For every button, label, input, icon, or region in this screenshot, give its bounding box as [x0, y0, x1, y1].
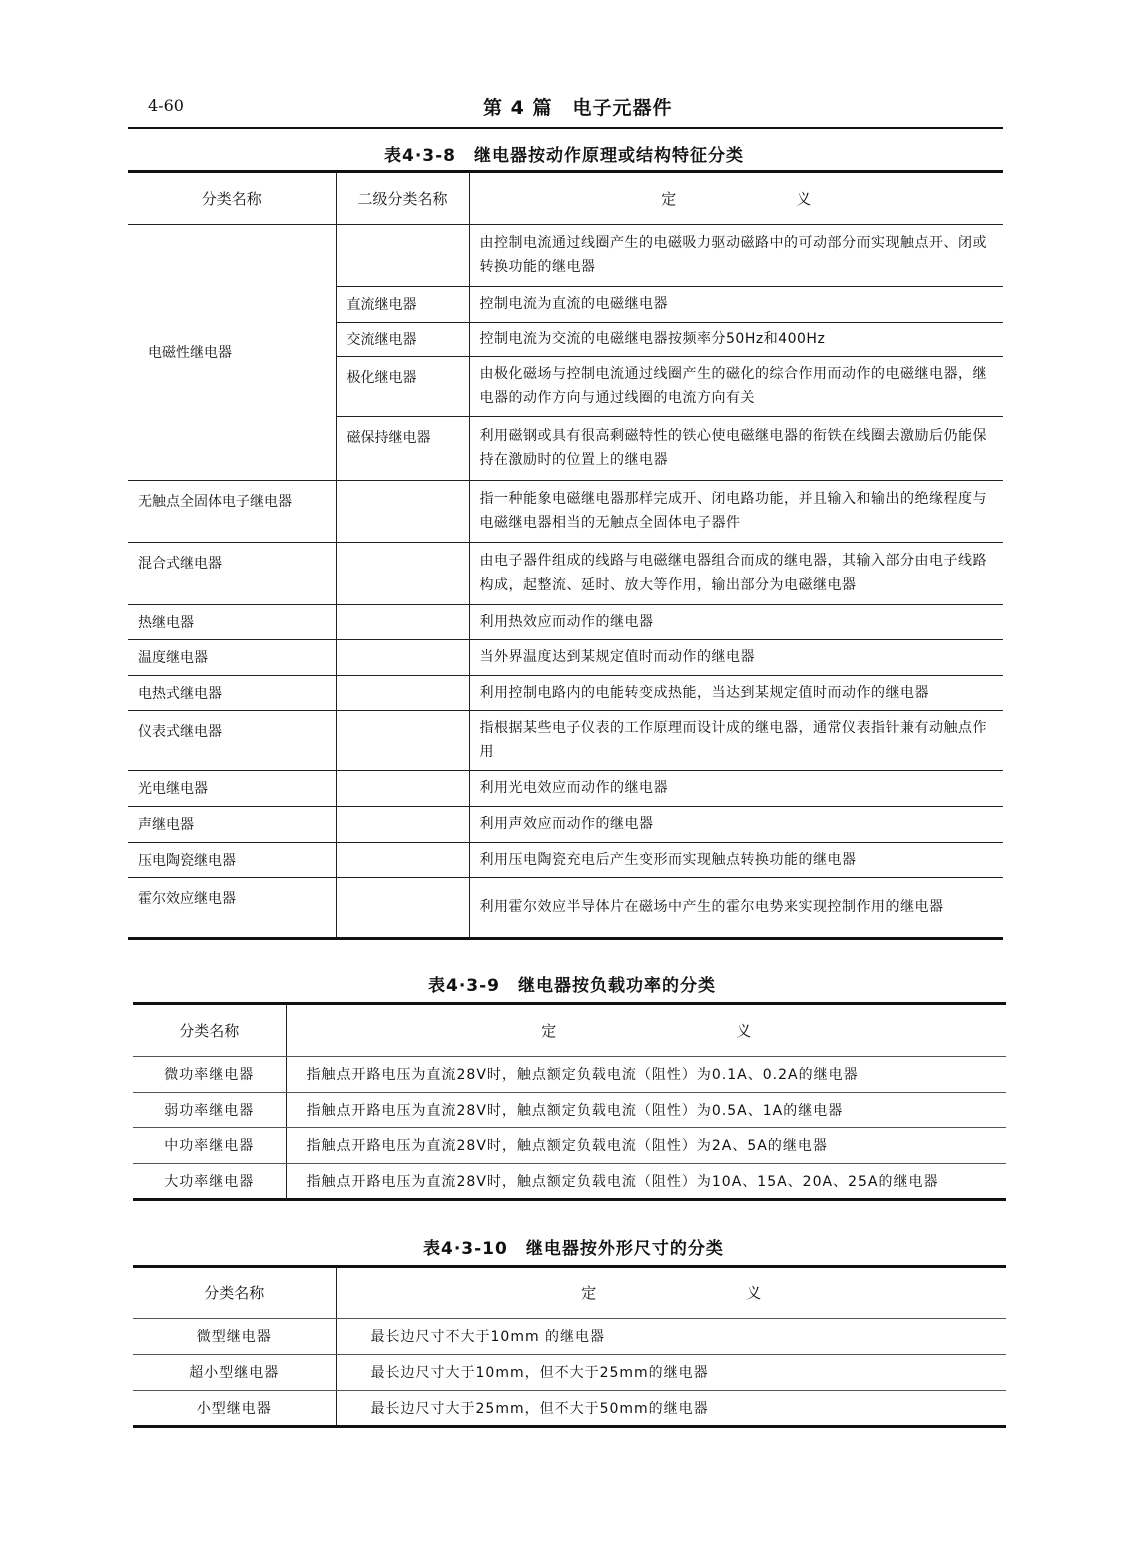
- category-cell: 微型继电器: [133, 1318, 336, 1354]
- definition-cell: 最长边尺寸大于10mm，但不大于25mm的继电器: [336, 1354, 1006, 1390]
- table-3-caption: 表4·3-10 继电器按外形尺寸的分类: [423, 1239, 724, 1259]
- definition-cell: 控制电流为交流的电磁继电器按频率分50Hz和400Hz: [469, 322, 1003, 356]
- category-cell: 声继电器: [128, 806, 336, 842]
- column-header: 二级分类名称: [336, 173, 469, 224]
- table-3: [133, 1268, 1006, 1428]
- table-row: [128, 224, 1003, 286]
- definition-cell: 指触点开路电压为直流28V时，触点额定负载电流（阻性）为2A、5A的继电器: [286, 1127, 1006, 1163]
- definition-cell: 利用光电效应而动作的继电器: [469, 770, 1003, 806]
- table-2-header-row: [133, 1005, 1006, 1056]
- table-3-header-row: [133, 1268, 1006, 1318]
- category-cell: 电热式继电器: [128, 675, 336, 710]
- subcategory-cell: [336, 675, 469, 710]
- page-number: 4-60: [148, 96, 184, 115]
- subcategory-cell: 磁保持继电器: [336, 416, 469, 480]
- category-cell: 热继电器: [128, 604, 336, 639]
- subcategory-cell: [336, 770, 469, 806]
- definition-cell: 由控制电流通过线圈产生的电磁吸力驱动磁路中的可动部分而实现触点开、闭或转换功能的继电器: [469, 224, 1003, 286]
- table-row: [128, 710, 1003, 770]
- definition-cell: 利用热效应而动作的继电器: [469, 604, 1003, 639]
- category-cell: 霍尔效应继电器: [128, 877, 336, 938]
- definition-cell: 利用霍尔效应半导体片在磁场中产生的霍尔电势来实现控制作用的继电器: [469, 877, 1003, 938]
- table-row: [128, 675, 1003, 710]
- category-cell: 大功率继电器: [133, 1163, 286, 1199]
- table-row: [133, 1390, 1006, 1426]
- table-1-caption: 表4·3-8 继电器按动作原理或结构特征分类: [384, 146, 744, 166]
- definition-cell: 指一种能象电磁继电器那样完成开、闭电路功能，并且输入和输出的绝缘程度与电磁继电器相当的无触点全固体电子器件: [469, 480, 1003, 542]
- category-cell: 无触点全固体电子继电器: [128, 480, 336, 542]
- definition-cell: 当外界温度达到某规定值时而动作的继电器: [469, 639, 1003, 675]
- table-row: [128, 480, 1003, 542]
- subcategory-cell: [336, 877, 469, 938]
- subcategory-cell: [336, 480, 469, 542]
- category-cell: 光电继电器: [128, 770, 336, 806]
- column-header: 分类名称: [128, 173, 336, 224]
- column-header: 定 义: [469, 173, 1003, 224]
- subcategory-cell: [336, 224, 469, 286]
- definition-cell: 由极化磁场与控制电流通过线圈产生的磁化的综合作用而动作的电磁继电器，继电器的动作方向与通过线圈的电流方向有关: [469, 356, 1003, 416]
- table-1: [128, 173, 1003, 940]
- subcategory-cell: [336, 842, 469, 877]
- definition-cell: 利用控制电路内的电能转变成热能，当达到某规定值时而动作的继电器: [469, 675, 1003, 710]
- table-row: [128, 877, 1003, 938]
- subcategory-cell: [336, 639, 469, 675]
- column-header: 分类名称: [133, 1268, 336, 1318]
- category-cell: 温度继电器: [128, 639, 336, 675]
- category-cell: 电磁性继电器: [128, 224, 336, 480]
- header-rule: [128, 127, 1003, 129]
- definition-cell: 指触点开路电压为直流28V时，触点额定负载电流（阻性）为0.5A、1A的继电器: [286, 1092, 1006, 1127]
- category-cell: 小型继电器: [133, 1390, 336, 1426]
- subcategory-cell: 交流继电器: [336, 322, 469, 356]
- table-2-caption: 表4·3-9 继电器按负载功率的分类: [428, 976, 716, 996]
- subcategory-cell: [336, 710, 469, 770]
- category-cell: 弱功率继电器: [133, 1092, 286, 1127]
- subcategory-cell: 直流继电器: [336, 286, 469, 322]
- category-cell: 中功率继电器: [133, 1127, 286, 1163]
- definition-cell: 指根据某些电子仪表的工作原理而设计成的继电器，通常仪表指针兼有动触点作用: [469, 710, 1003, 770]
- subcategory-cell: 极化继电器: [336, 356, 469, 416]
- definition-cell: 利用压电陶瓷充电后产生变形而实现触点转换功能的继电器: [469, 842, 1003, 877]
- table-1-header-row: [128, 173, 1003, 224]
- table-row: [133, 1127, 1006, 1163]
- subcategory-cell: [336, 806, 469, 842]
- category-cell: 微功率继电器: [133, 1056, 286, 1092]
- table-row: [133, 1056, 1006, 1092]
- table-row: [128, 542, 1003, 604]
- table-row: [128, 806, 1003, 842]
- definition-cell: 控制电流为直流的电磁继电器: [469, 286, 1003, 322]
- category-cell: 超小型继电器: [133, 1354, 336, 1390]
- column-header: 定 义: [286, 1005, 1006, 1056]
- definition-cell: 指触点开路电压为直流28V时，触点额定负载电流（阻性）为0.1A、0.2A的继电器: [286, 1056, 1006, 1092]
- definition-cell: 指触点开路电压为直流28V时，触点额定负载电流（阻性）为10A、15A、20A、25A的继电器: [286, 1163, 1006, 1199]
- table-row: [128, 639, 1003, 675]
- subcategory-cell: [336, 542, 469, 604]
- column-header: 定 义: [336, 1268, 1006, 1318]
- definition-cell: 最长边尺寸不大于10mm 的继电器: [336, 1318, 1006, 1354]
- table-2: [133, 1005, 1006, 1201]
- category-cell: 混合式继电器: [128, 542, 336, 604]
- table-row: [133, 1318, 1006, 1354]
- table-row: [128, 842, 1003, 877]
- column-header: 分类名称: [133, 1005, 286, 1056]
- table-row: [133, 1092, 1006, 1127]
- definition-cell: 由电子器件组成的线路与电磁继电器组合而成的继电器，其输入部分由电子线路构成，起整流、延时、放大等作用，输出部分为电磁继电器: [469, 542, 1003, 604]
- definition-cell: 利用声效应而动作的继电器: [469, 806, 1003, 842]
- page-header-title: 第 4 篇 电子元器件: [483, 97, 673, 119]
- table-row: [133, 1163, 1006, 1199]
- table-row: [133, 1354, 1006, 1390]
- table-row: [128, 770, 1003, 806]
- definition-cell: 最长边尺寸大于25mm，但不大于50mm的继电器: [336, 1390, 1006, 1426]
- definition-cell: 利用磁钢或具有很高剩磁特性的铁心使电磁继电器的衔铁在线圈去激励后仍能保持在激励时的位置上的继电器: [469, 416, 1003, 480]
- table-row: [128, 604, 1003, 639]
- category-cell: 仪表式继电器: [128, 710, 336, 770]
- category-cell: 压电陶瓷继电器: [128, 842, 336, 877]
- subcategory-cell: [336, 604, 469, 639]
